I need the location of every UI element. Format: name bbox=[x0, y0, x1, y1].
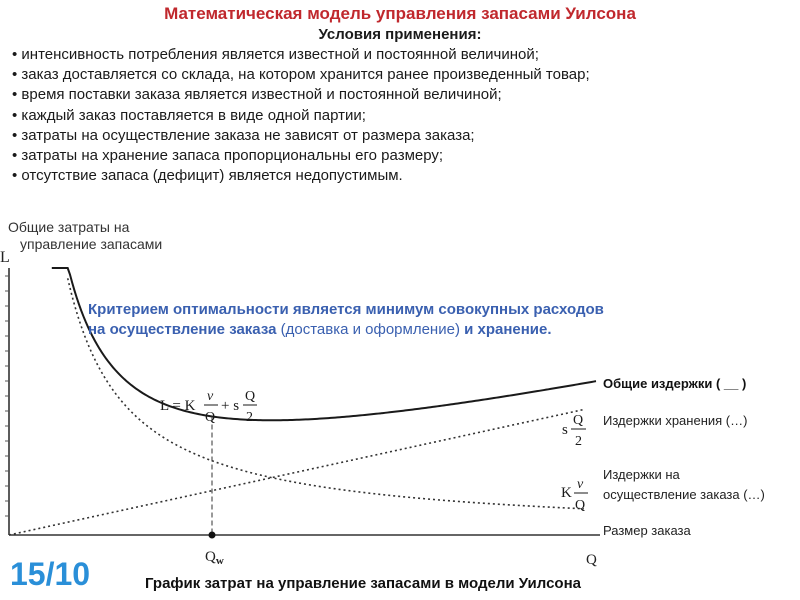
optimum-point bbox=[209, 532, 216, 539]
holding-cost-formula bbox=[562, 413, 586, 449]
legend-ordering-cost-line2: осуществление заказа (…) bbox=[603, 487, 765, 502]
page-title: Математическая модель управления запасами Уилсона bbox=[164, 4, 636, 23]
criterion-text: на осуществление заказа bbox=[88, 321, 277, 338]
y-axis-label: L bbox=[0, 249, 10, 266]
formula-nu: ν bbox=[207, 389, 214, 404]
criterion-note: (доставка и оформление) bbox=[280, 321, 460, 338]
x-axis-label: Q bbox=[586, 552, 597, 568]
formula-s: s bbox=[562, 422, 568, 438]
optimum-tick-label: $Q_w$ bbox=[205, 549, 224, 567]
formula-two: 2 bbox=[246, 410, 253, 425]
formula-lhs: L = K bbox=[160, 398, 196, 414]
condition-item: • каждый заказ поставляется в виде одной партии; bbox=[12, 106, 590, 126]
formula-q2: Q bbox=[245, 389, 256, 404]
chart-caption: График затрат на управление запасами в модели Уилсона bbox=[145, 575, 581, 592]
ordering-cost-formula bbox=[561, 477, 588, 513]
total-cost-curve bbox=[52, 268, 596, 420]
condition-item: • интенсивность потребления является известной и постоянной величиной; bbox=[12, 45, 590, 65]
condition-item: • заказ доставляется со склада, на котором хранится ранее произведенный товар; bbox=[12, 65, 590, 85]
condition-item: • затраты на осуществление заказа не зависят от размера заказа; bbox=[12, 126, 590, 146]
formula-two: 2 bbox=[575, 434, 582, 449]
formula-plus-s: + s bbox=[221, 398, 240, 414]
condition-item: • затраты на хранение запаса пропорциональны его размеру; bbox=[12, 146, 590, 166]
criterion-text: и хранение. bbox=[464, 321, 552, 338]
conditions-heading: Условия применения: bbox=[318, 26, 482, 43]
slide-number: 15/10 bbox=[10, 556, 91, 592]
optimality-criterion bbox=[88, 300, 708, 340]
legend-ordering-cost-line1: Издержки на bbox=[603, 467, 680, 482]
y-axis-caption-line: Общие затраты на bbox=[8, 219, 130, 235]
formula-q: Q bbox=[573, 413, 584, 428]
criterion-text: Критерием оптимальности является минимум совокупных расходов bbox=[88, 301, 604, 318]
legend-holding-cost: Издержки хранения (…) bbox=[603, 413, 748, 428]
legend-order-size: Размер заказа bbox=[603, 523, 691, 538]
formula-nu: ν bbox=[577, 477, 584, 492]
holding-cost-curve bbox=[9, 410, 584, 535]
legend-total-cost: Общие издержки ( __ ) bbox=[603, 376, 747, 391]
formula-q: Q bbox=[575, 498, 586, 513]
condition-item: • время поставки заказа является известной и постоянной величиной; bbox=[12, 85, 590, 105]
condition-item: • отсутствие запаса (дефицит) является недопустимым. bbox=[12, 166, 590, 186]
formula-k: K bbox=[561, 485, 572, 501]
formula-q: Q bbox=[205, 410, 216, 425]
y-axis-caption-line: управление запасами bbox=[20, 236, 163, 252]
